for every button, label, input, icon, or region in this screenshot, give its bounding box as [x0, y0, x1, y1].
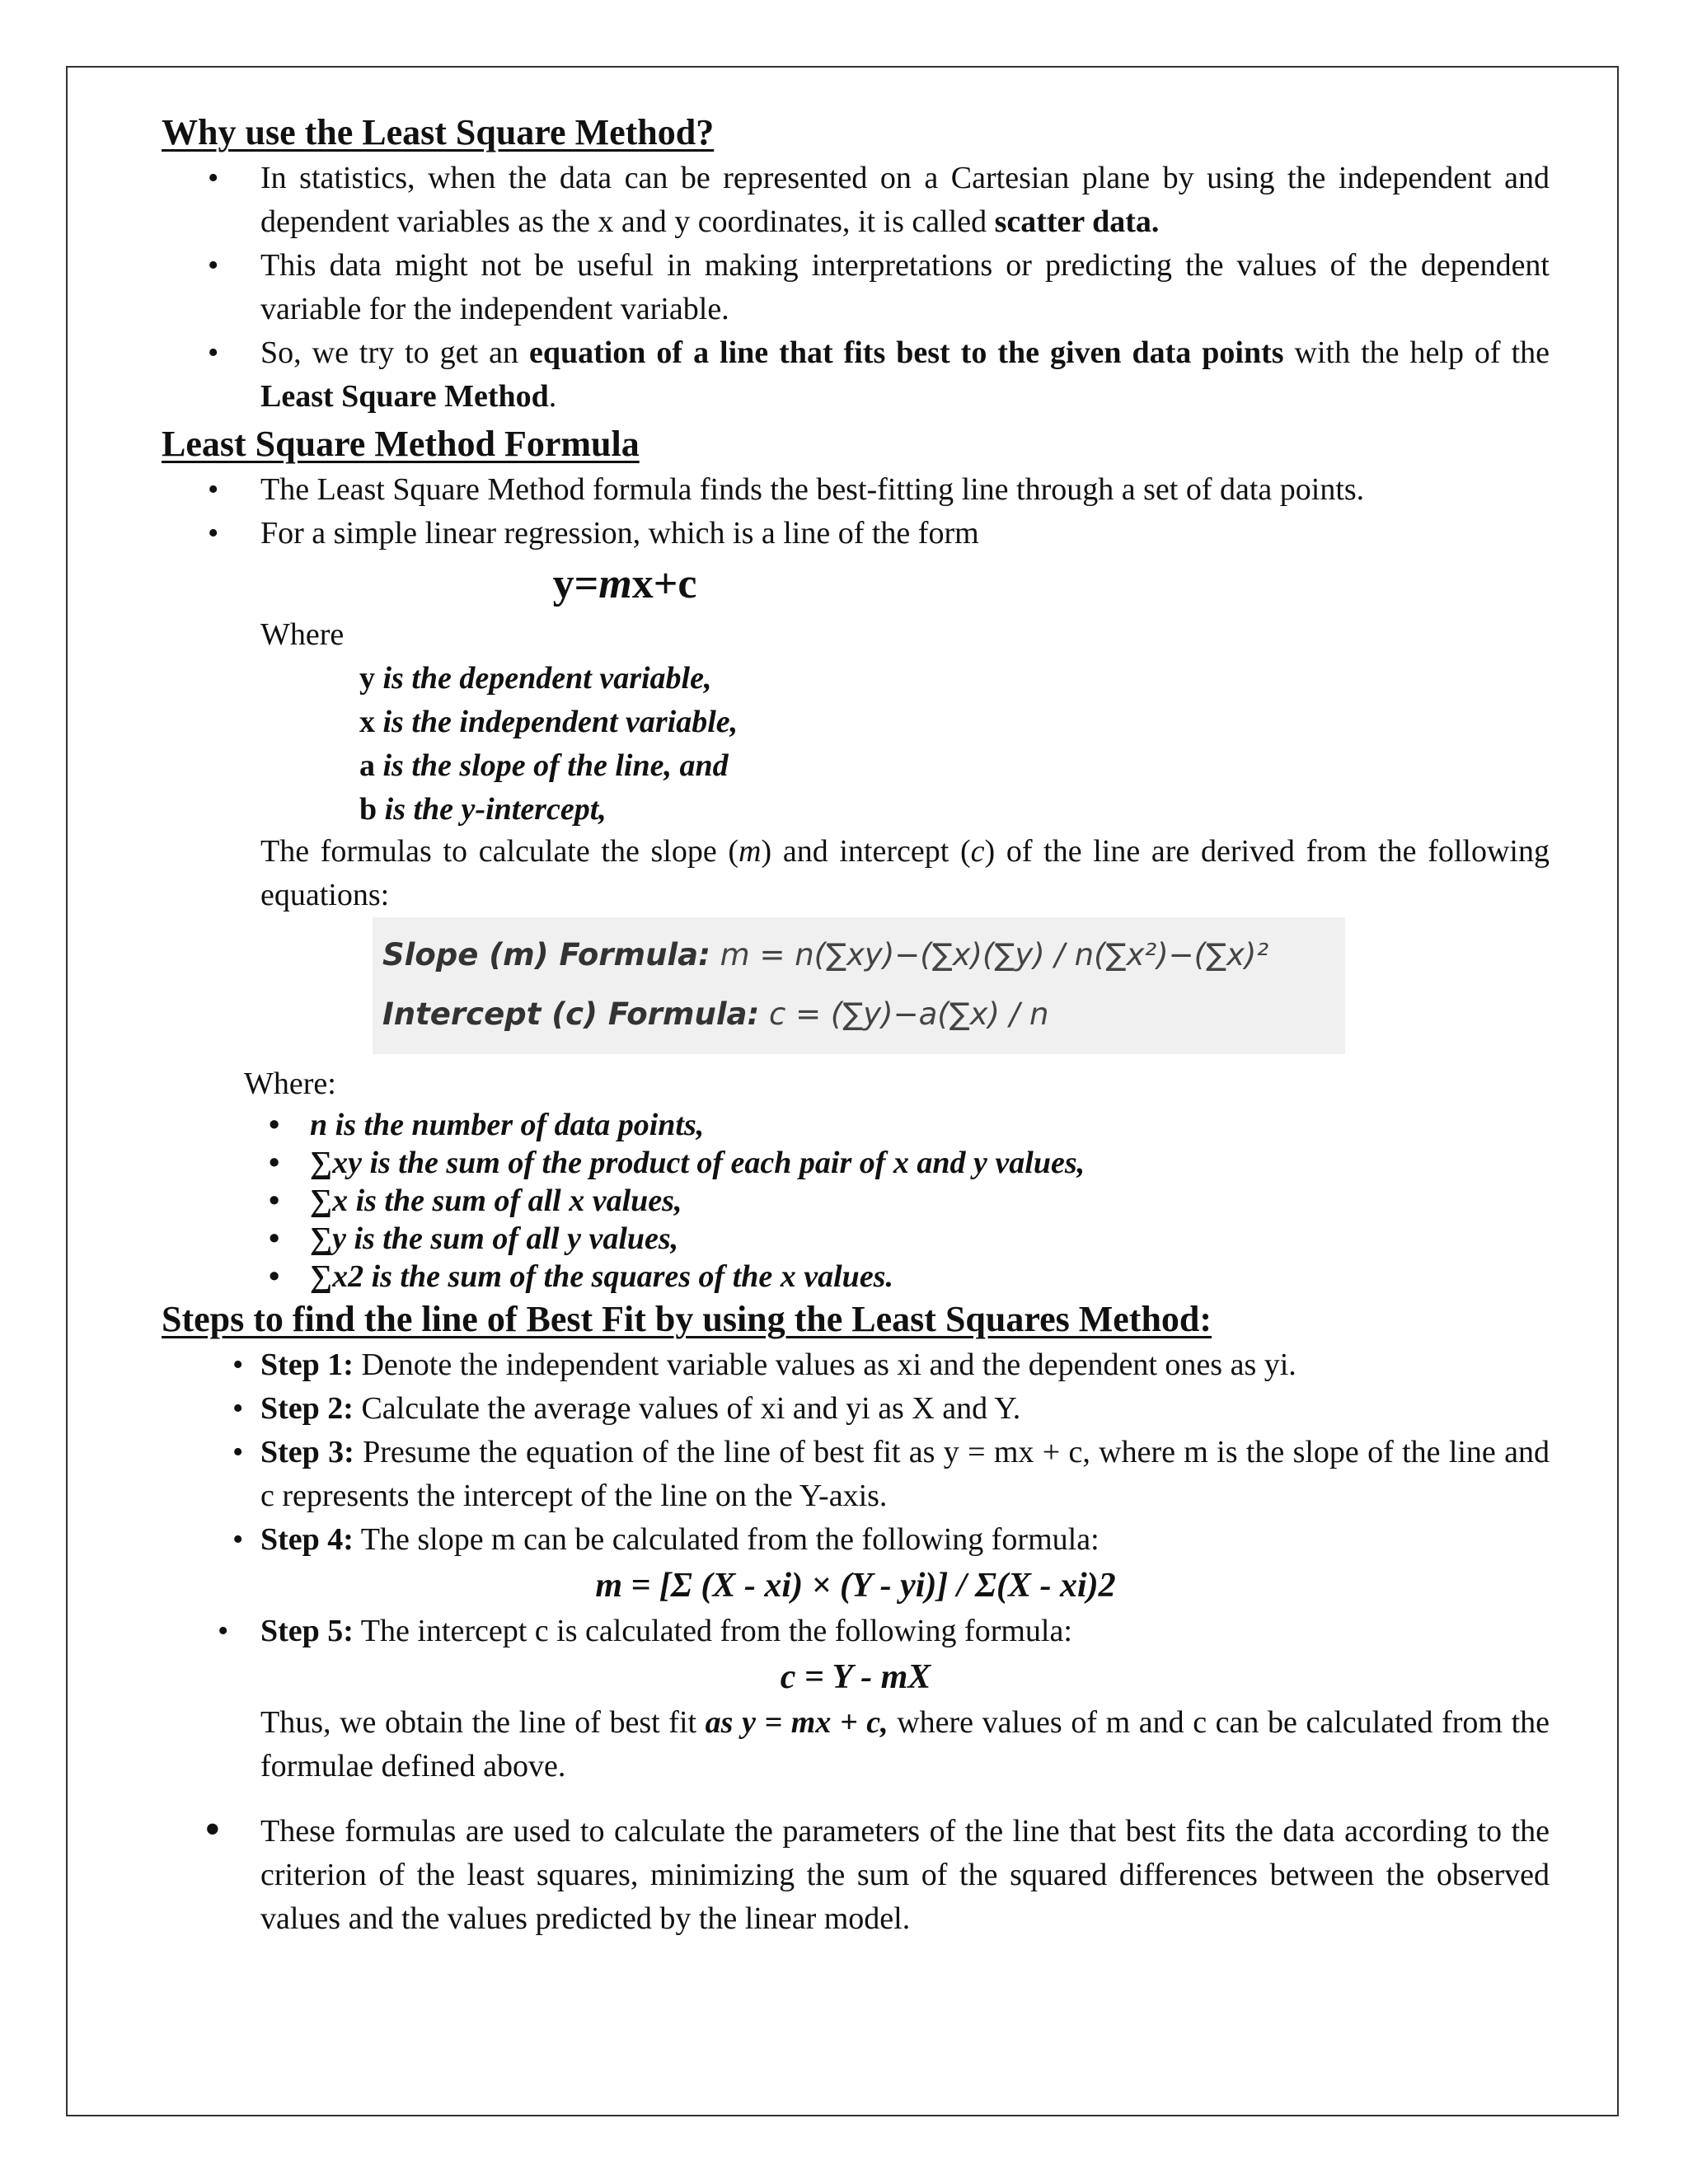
list-item: • This data might not be useful in making interpretations or predicting the values of the dependent variable for the independent variable.	[162, 244, 1550, 331]
step-label: Step 5:	[260, 1614, 354, 1648]
text: is the y-intercept,	[377, 792, 607, 827]
list-item: • The Least Square Method formula finds the best-fitting line through a set of data points.	[162, 468, 1550, 512]
text: So, we try to get an	[260, 335, 529, 370]
definition	[359, 701, 1550, 744]
step-label: Step 4:	[260, 1522, 354, 1557]
step-item	[162, 1431, 1550, 1518]
text: where values of m and c can be calculated from the formulae defined above.	[260, 1705, 1550, 1783]
label: Intercept (c) Formula:	[382, 996, 760, 1032]
list-item: • For a simple linear regression, which is a line of the form	[162, 512, 1550, 555]
formula-image	[373, 917, 1345, 1054]
text: is the dependent variable,	[375, 661, 712, 696]
formula-intro	[162, 830, 1550, 917]
text: is the independent variable,	[375, 705, 738, 739]
step-label: Step 2:	[260, 1391, 354, 1426]
bold-term: as y = mx + c,	[705, 1705, 889, 1740]
var: y	[359, 661, 375, 696]
why-list	[162, 157, 1550, 419]
bold-term: scatter data.	[994, 204, 1160, 239]
text: The intercept c is calculated from the following formula:	[353, 1614, 1072, 1648]
where-list	[162, 1106, 1550, 1296]
list-item: • These formulas are used to calculate the parameters of the line that best fits the data according to the criterion of the least squares, minimizing the sum of the squared differences between the observed values and the values predicted by the linear model.	[162, 1810, 1550, 1941]
intercept-step-formula: c = Y - mX	[780, 1658, 931, 1696]
intercept-formula	[382, 985, 1335, 1044]
definition	[359, 744, 1550, 788]
definition	[359, 788, 1550, 832]
step-item	[162, 1610, 1550, 1653]
bold-term: Least Square Method	[260, 379, 549, 414]
text: .	[548, 379, 557, 414]
section-heading-why: Why use the Least Square Method?	[162, 112, 715, 152]
text: The slope m can be calculated from the following formula:	[353, 1522, 1100, 1557]
formula: m = n(∑xy)−(∑x)(∑y) / n(∑x²)−(∑x)²	[710, 937, 1269, 972]
steps-list	[162, 1343, 1550, 1562]
text: y=	[552, 560, 599, 607]
var: x	[359, 705, 375, 739]
step-item	[162, 1387, 1550, 1431]
variable-definitions	[162, 657, 1550, 832]
step-label: Step 1:	[260, 1347, 354, 1382]
step-label: Step 3:	[260, 1435, 354, 1469]
list-item: • ∑xy is the sum of the product of each pair of x and y values,	[162, 1144, 1550, 1182]
text: c	[970, 834, 985, 869]
text: Thus, we obtain the line of best fit	[260, 1705, 706, 1740]
text: m	[598, 560, 632, 607]
text: Presume the equation of the line of best fit as y = mx + c, where m is the slope of the line and c represents the intercept of the line on the Y-axis.	[260, 1435, 1550, 1513]
slope-step-formula: m = [Σ (X - xi) × (Y - yi)] / Σ(X - xi)2	[595, 1567, 1116, 1605]
text: m	[738, 834, 762, 869]
where-label: Where:	[244, 1066, 336, 1101]
text: Calculate the average values of xi and yi as X and Y.	[353, 1391, 1021, 1426]
formula: c = (∑y)−a(∑x) / n	[759, 996, 1049, 1032]
section-heading-formula: Least Square Method Formula	[162, 424, 640, 464]
text: Denote the independent variable values as xi and the dependent ones as yi.	[353, 1347, 1296, 1382]
definition	[359, 657, 1550, 701]
document-page	[162, 109, 1550, 1941]
steps-list	[162, 1610, 1550, 1653]
list-item	[162, 331, 1550, 419]
var: a	[359, 748, 375, 783]
text: is the slope of the line, and	[375, 748, 729, 783]
text: with the help of the	[1283, 335, 1550, 370]
list-item: • ∑x is the sum of all x values,	[162, 1182, 1550, 1220]
var: b	[359, 792, 377, 827]
list-item	[162, 157, 1550, 244]
section-heading-steps: Steps to find the line of Best Fit by using the Least Squares Method:	[162, 1299, 1212, 1339]
bold-term: equation of a line that fits best to the given data points	[528, 335, 1284, 370]
line-equation	[0, 555, 1550, 613]
text: ) of the line are derived from the following equations:	[260, 834, 1550, 912]
text: The formulas to calculate the slope (	[260, 834, 739, 869]
final-list	[162, 1810, 1550, 1941]
label: Slope (m) Formula:	[382, 937, 710, 972]
where-label: Where	[260, 617, 345, 652]
list-item: • ∑y is the sum of all y values,	[162, 1220, 1550, 1258]
text: x+c	[631, 560, 697, 607]
slope-formula	[382, 926, 1335, 985]
text: ) and intercept (	[761, 834, 971, 869]
step-item	[162, 1518, 1550, 1562]
text: In statistics, when the data can be represented on a Cartesian plane by using the independent and dependent variables as the x and y coordinates, it is called	[260, 161, 1550, 239]
step-item	[162, 1343, 1550, 1387]
list-item: • ∑x2 is the sum of the squares of the x values.	[162, 1258, 1550, 1296]
list-item: • n is the number of data points,	[162, 1106, 1550, 1144]
formula-list	[162, 468, 1550, 555]
conclusion-paragraph	[162, 1701, 1550, 1788]
